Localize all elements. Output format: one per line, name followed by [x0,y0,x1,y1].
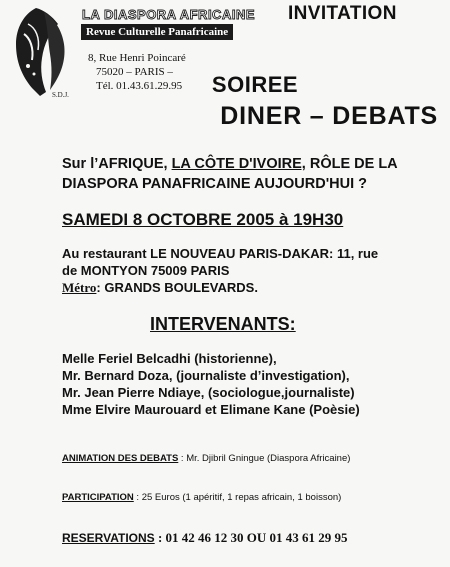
address-street: 8, Rue Henri Poincaré [88,52,186,64]
speakers-heading: INTERVENANTS: [150,314,296,334]
speaker-item: Mr. Jean Pierre Ndiaye, (sociologue,journaliste) [62,385,355,400]
speakers-list [62,350,360,418]
speaker-item: Melle Feriel Belcadhi (historienne), [62,351,277,366]
event-title-line1: SOIREE [211,72,299,97]
invitation-heading: INVITATION [288,3,397,24]
metro-label: Métro [62,280,97,295]
reservations-line: RESERVATIONS : 01 42 46 12 30 OU 01 43 61 29 95 [62,530,348,545]
event-date: SAMEDI 8 OCTOBRE 2005 à 19H30 [62,210,344,229]
speaker-item: Mme Elvire Maurouard et Elimane Kane (Poèsie) [62,402,360,417]
event-topic: Sur l’AFRIQUE, LA CÔTE D'IVOIRE, RÔLE DE LA DIASPORA PANAFRICAINE AUJOURD'HUI ? [62,156,398,192]
event-title-line2: DINER – DEBATS [220,102,438,130]
address-city: 75020 – PARIS – [96,66,173,78]
animation-line: ANIMATION DES DEBATS : Mr. Djibril Gningue (Diaspora Africaine) [62,453,351,464]
participation-line: PARTICIPATION : 25 Euros (1 apéritif, 1 repas africain, 1 boisson) [62,492,342,503]
metro-value: : GRANDS BOULEVARDS. [96,280,258,295]
topic-country: LA CÔTE D'IVOIRE, [171,156,306,172]
org-subtitle: Revue Culturelle Panafricaine [81,24,233,40]
logo-mark-text: S.D.J. [52,91,69,99]
address-phone: Tél. 01.43.61.29.95 [96,80,183,92]
event-venue: Au restaurant LE NOUVEAU PARIS-DAKAR: 11, rue de MONTYON 75009 PARIS Métro: GRANDS BOULEVARDS. [62,246,379,295]
org-title: LA DIASPORA AFRICAINE [82,7,255,22]
speaker-item: Mr. Bernard Doza, (journaliste d’investigation), [62,368,350,383]
